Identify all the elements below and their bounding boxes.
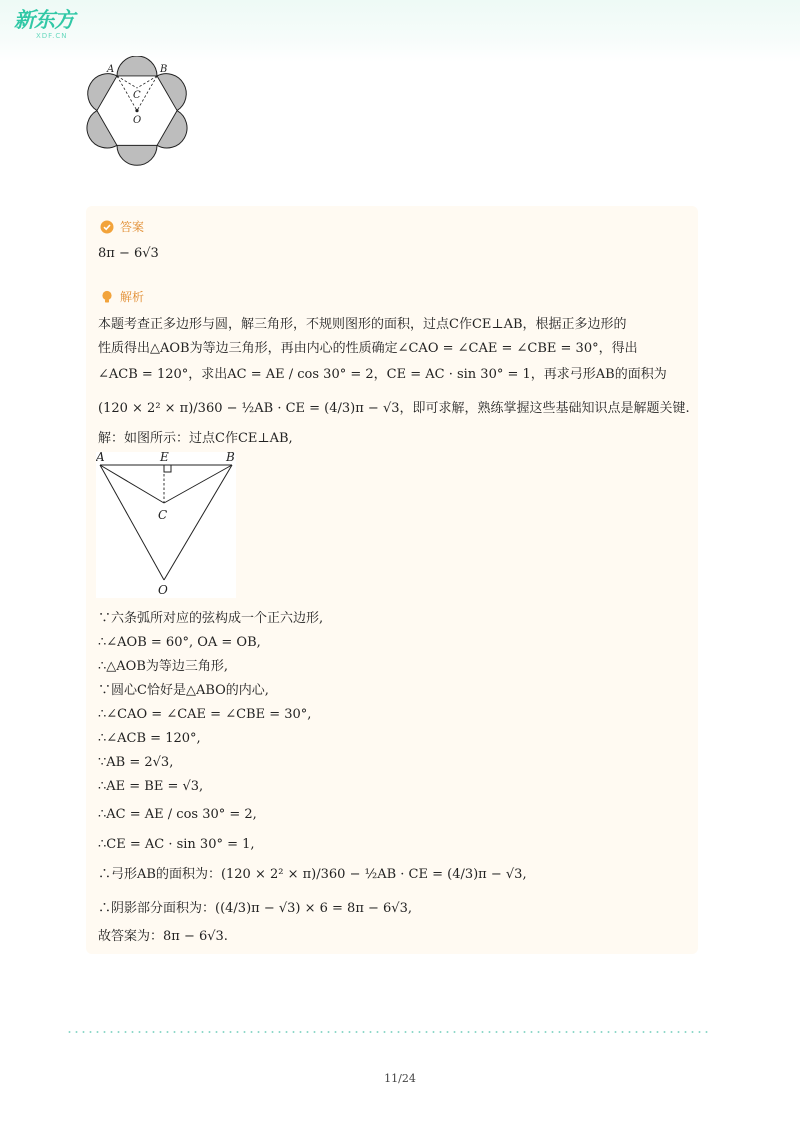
label-b: B	[226, 452, 235, 464]
hexagon-petal-figure	[76, 56, 200, 180]
analysis-line: 解：如图所示：过点C作CE⊥AB,	[98, 431, 293, 446]
header-bar	[0, 0, 800, 62]
footer-divider	[66, 1031, 712, 1033]
solution-line: ∴AC = AE / cos 30° = 2,	[98, 807, 257, 822]
answer-title: 答案	[120, 220, 145, 234]
triangle-figure	[96, 452, 236, 598]
solution-line: ∵六条弧所对应的弦构成一个正六边形,	[98, 611, 324, 626]
label-c: C	[133, 90, 141, 101]
solution-line: ∴AE = BE = √3,	[98, 779, 204, 794]
solution-line: ∵圆心C恰好是△ABO的内心,	[98, 683, 269, 698]
answer-text: 8π − 6√3	[98, 246, 159, 261]
solution-line: ∴∠AOB = 60°, OA = OB,	[98, 635, 261, 650]
brand-logo	[14, 8, 84, 44]
solution-line: 故答案为：8π − 6√3.	[98, 929, 228, 944]
analysis-title: 解析	[120, 290, 145, 304]
solution-line: ∵AB = 2√3,	[98, 755, 174, 770]
solution-line: ∴∠CAO = ∠CAE = ∠CBE = 30°,	[98, 707, 312, 722]
label-a: A	[107, 64, 115, 75]
analysis-line: ∠ACB = 120°，求出AC = AE / cos 30° = 2，CE = AC · sin 30° = 1，再求弓形AB的面积为	[98, 367, 667, 382]
solution-line: ∴△AOB为等边三角形,	[98, 659, 229, 674]
solution-line: ∴弓形AB的面积为：(120 × 2² × π)/360 − ½AB · CE = (4/3)π − √3,	[98, 867, 527, 882]
label-a: A	[96, 452, 105, 464]
lightbulb-icon	[100, 290, 114, 304]
analysis-line: 本题考查正多边形与圆，解三角形，不规则图形的面积，过点C作CE⊥AB，根据正多边形的	[98, 317, 627, 332]
analysis-heading	[100, 288, 144, 305]
analysis-line: (120 × 2² × π)/360 − ½AB · CE = (4/3)π − √3，即可求解，熟练掌握这些基础知识点是解题关键.	[98, 401, 690, 416]
label-c: C	[158, 508, 168, 522]
answer-heading	[100, 218, 144, 235]
label-e: E	[160, 452, 169, 464]
logo-text: 新东方	[14, 8, 74, 32]
label-o: O	[133, 115, 142, 126]
page-number: 11/24	[384, 1072, 416, 1085]
label-b: B	[160, 64, 168, 75]
solution-line: ∴CE = AC · sin 30° = 1,	[98, 837, 255, 852]
label-o: O	[158, 583, 168, 597]
analysis-line: 性质得出△AOB为等边三角形，再由内心的性质确定∠CAO = ∠CAE = ∠CBE = 30°，得出	[98, 341, 638, 356]
check-badge-icon	[100, 220, 114, 234]
solution-line: ∴阴影部分面积为：((4/3)π − √3) × 6 = 8π − 6√3,	[98, 901, 412, 916]
solution-line: ∴∠ACB = 120°,	[98, 731, 201, 746]
logo-subtext: XDF.CN	[36, 32, 68, 40]
